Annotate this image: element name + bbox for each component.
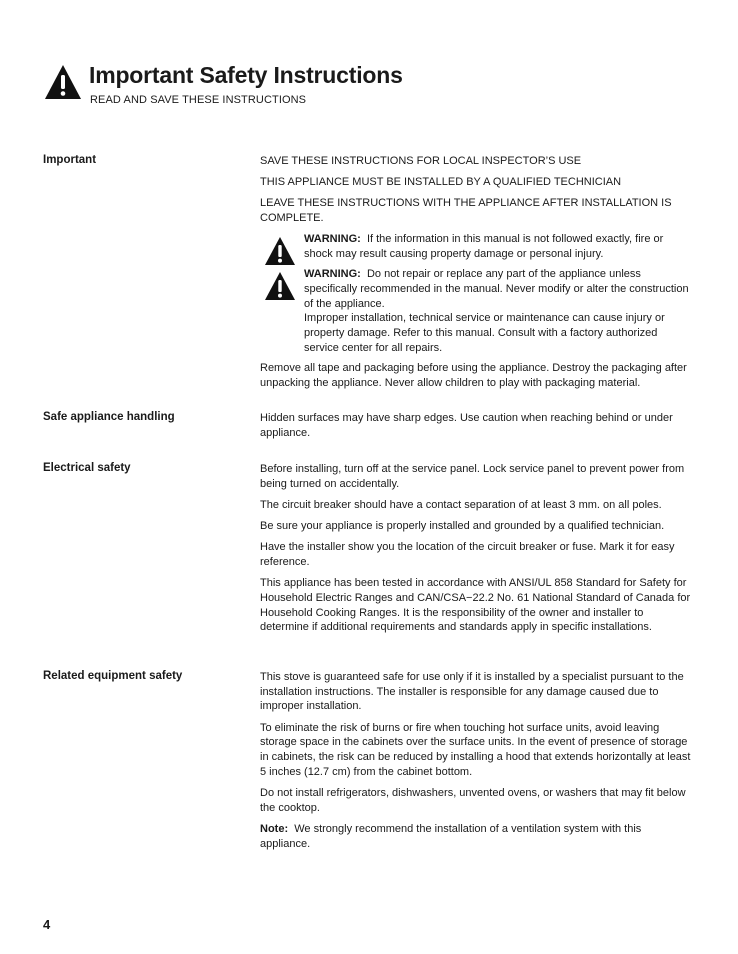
section-body [260,154,693,397]
section-body [260,462,693,642]
section-label: Important [43,154,97,166]
warning-block [260,232,693,261]
section-label: Safe appliance handling [43,411,175,423]
warning-lead: WARNING: [304,268,361,281]
paragraph: This stove is guaranteed safe for use only if it is installed by a specialist pursuant to the installation instructions. The installer is responsible for any damage caused due to improper installation. [260,671,684,713]
paragraph: To eliminate the risk of burns or fire when touching hot surface units, avoid leaving storage space in the cabinets over the surface units. In the event of presence of storage in cabinets, the risk can be reduced by installing a hood that extends horizontally at least 5 inches (12.7 cm) from the cabinet bottom. [260,721,691,778]
warning-block [260,267,693,355]
page-title: Important Safety Instructions [89,62,403,88]
paragraph: THIS APPLIANCE MUST BE INSTALLED BY A QUALIFIED TECHNICIAN [260,176,622,189]
note [260,822,693,851]
paragraph: Remove all tape and packaging before using the appliance. Destroy the packaging after unpacking the appliance. Never allow children to play with packaging material. [260,361,687,389]
page-subtitle: READ AND SAVE THESE INSTRUCTIONS [90,94,307,106]
warning-triangle-icon [264,271,296,301]
paragraph: Hidden surfaces may have sharp edges. Use caution when reaching behind or under appliance. [260,412,673,439]
warning-lead: WARNING: [304,233,361,246]
paragraph: Have the installer show you the location of the circuit breaker or fuse. Mark it for easy reference. [260,541,675,569]
warning-text [304,232,693,261]
section-body [260,670,693,858]
paragraph: LEAVE THESE INSTRUCTIONS WITH THE APPLIANCE AFTER INSTALLATION IS COMPLETE. [260,197,672,225]
warning-body: Do not repair or replace any part of the appliance unless specifically recommended in the manual. Never modify or alter the construction of the appliance. [304,268,689,310]
warning-triangle-icon [44,64,82,100]
page-number: 4 [43,917,51,932]
paragraph: The circuit breaker should have a contact separation of at least 3 mm. on all poles. [260,498,662,511]
section-label: Electrical safety [43,462,131,474]
warning-text-continued: Improper installation, technical service or maintenance can cause injury or property damage. Refer to this manual. Consult with a factory authorized service center for all repairs. [304,312,665,354]
section-body [260,411,693,447]
section-label: Related equipment safety [43,670,183,682]
paragraph: Do not install refrigerators, dishwashers, unvented ovens, or washers that may fit below the cooktop. [260,786,686,814]
warning-triangle-icon [264,236,296,266]
paragraph: Be sure your appliance is properly installed and grounded by a qualified technician. [260,520,665,533]
warning-text [304,267,693,311]
warning-body: If the information in this manual is not followed exactly, fire or shock may result causing property damage or personal injury. [304,233,664,261]
note-body: We strongly recommend the installation of a ventilation system with this appliance. [260,822,642,850]
note-lead: Note: [260,822,289,835]
paragraph: Before installing, turn off at the service panel. Lock service panel to prevent power from being turned on accidentally. [260,463,685,490]
paragraph: This appliance has been tested in accordance with ANSI/UL 858 Standard for Safety for Household Electric Ranges and CAN/CSA−22.2 No. 61 National Standard of Canada for Household Cooking Ranges. It is the responsibility of the owner and installer to determine if additional requirements and standards apply in specific installations. [260,577,691,634]
paragraph: SAVE THESE INSTRUCTIONS FOR LOCAL INSPECTOR’S USE [260,155,582,167]
